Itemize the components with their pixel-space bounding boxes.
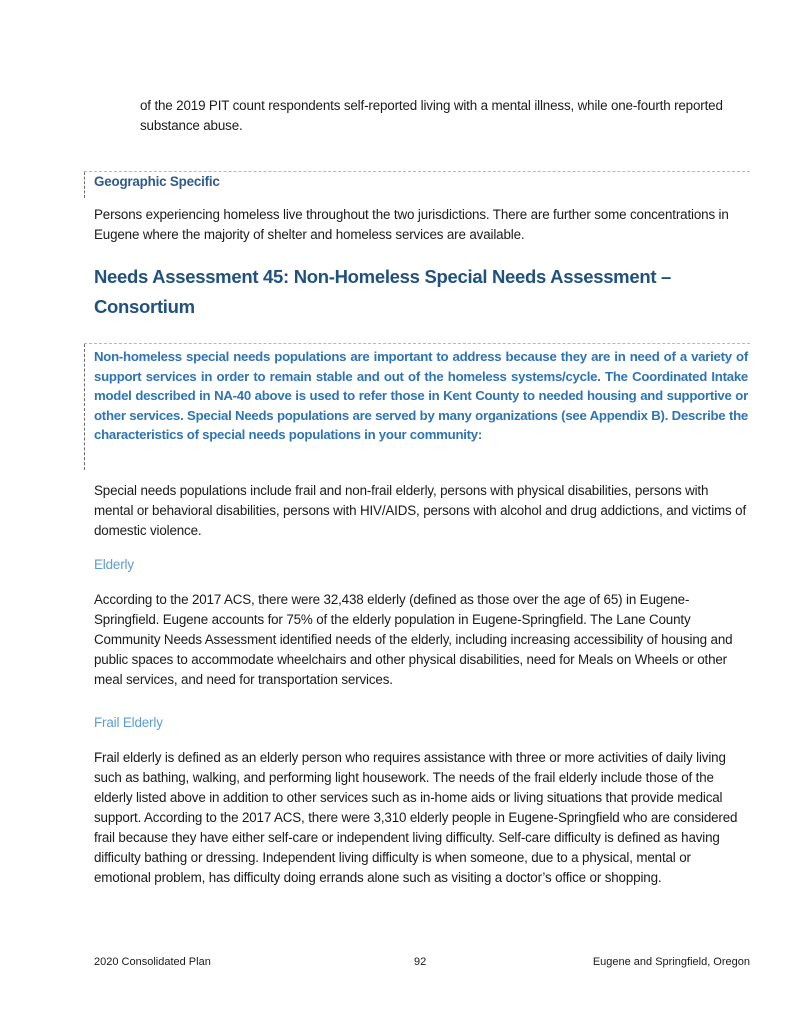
frail-elderly-subheading: Frail Elderly — [94, 715, 163, 730]
footer-page-number: 92 — [414, 956, 427, 968]
elderly-subheading: Elderly — [94, 557, 134, 572]
question-box-divider — [84, 343, 750, 344]
section-heading-na45: Needs Assessment 45: Non-Homeless Special Needs Assessment – Consortium — [94, 266, 672, 317]
footer-jurisdiction: Eugene and Springfield, Oregon — [592, 956, 750, 968]
geographic-specific-heading: Geographic Specific — [94, 174, 220, 189]
geographic-box-divider — [84, 171, 750, 172]
footer-plan-title: 2020 Consolidated Plan — [94, 956, 211, 968]
geographic-paragraph: Persons experiencing homeless live throughout the two jurisdictions. There are further some concentrations in Eugene where the majority of shelter and homeless services are available. — [94, 207, 729, 242]
question-prompt: Non-homeless special needs populations are important to address because they are in need of a variety of support services in order to remain stable and out of the homeless systems/cycle. The Coordinated Intake model described in NA-40 above is used to refer those in Kent County to needed housing and supportive or other services. Special Needs populations are served by many organizations (see Appendix B). Describe the characteristics of special needs populations in your community: — [94, 349, 748, 443]
geographic-box-left-rule — [84, 172, 85, 198]
frail-elderly-paragraph: Frail elderly is defined as an elderly person who requires assistance with three or more activities of daily living such as bathing, walking, and performing light housework. The needs of the frail elderly include those of the elderly listed above in addition to other services such as in-home aids or living situations that provide medical support. According to the 2017 ACS, there were 3,310 elderly people in Eugene-Springfield who are considered frail because they have either self-care or independent living difficulty. Self-care difficulty is defined as having difficulty bathing or dressing. Independent living difficulty is when someone, due to a physical, mental or emotional problem, has difficulty doing errands alone such as visiting a doctor’s office or shopping. — [94, 750, 738, 885]
question-box-left-rule — [84, 344, 85, 470]
intro-paragraph: Special needs populations include frail and non-frail elderly, persons with physical disabilities, persons with mental or behavioral disabilities, persons with HIV/AIDS, persons with alcohol and drug addictions, and victims of domestic violence. — [94, 483, 747, 538]
page-footer — [94, 956, 750, 968]
elderly-paragraph: According to the 2017 ACS, there were 32,438 elderly (defined as those over the age of 65) in Eugene-Springfield. Eugene accounts for 75% of the elderly population in Eugene-Springfield. The Lane County Community Needs Assessment identified needs of the elderly, including increasing accessibility of housing and public spaces to accommodate wheelchairs and other physical disabilities, need for Meals on Wheels or other meal services, and need for transportation services. — [94, 592, 733, 687]
continuation-paragraph: of the 2019 PIT count respondents self-reported living with a mental illness, while one-fourth reported substance abuse. — [140, 98, 723, 133]
